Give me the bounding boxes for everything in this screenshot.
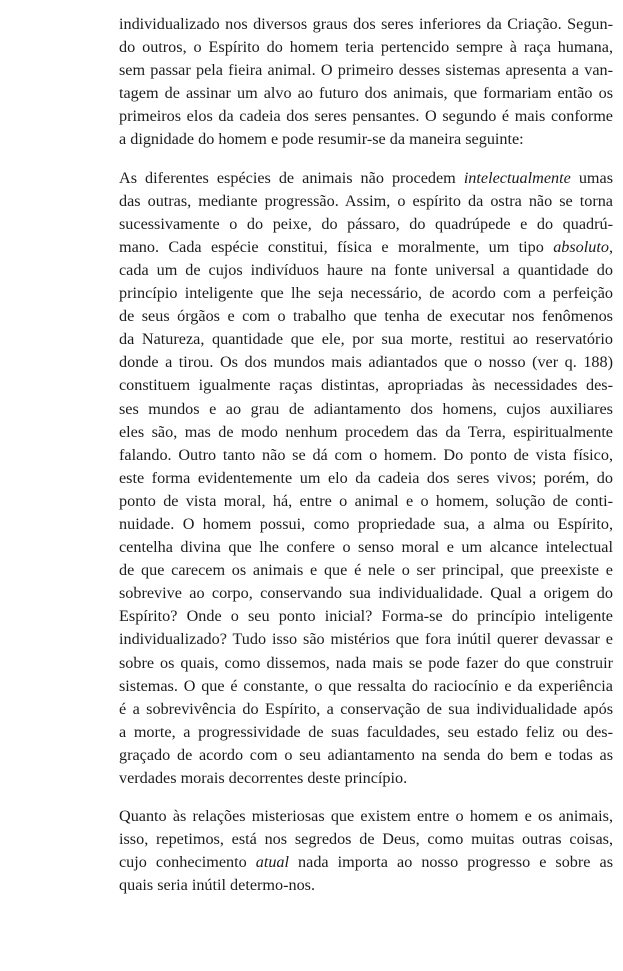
- text-line: [119, 744, 613, 767]
- text-run: de que carecem os animais e que é nele o ser principal, que preexiste e: [119, 561, 613, 580]
- text-run: individualizado nos diversos graus dos seres inferiores da Criação. Segun-: [119, 15, 613, 33]
- text-line: [119, 605, 613, 628]
- text-run: tagem de assinar um alvo ao futuro dos animais, que formariam então os: [119, 84, 613, 103]
- text-line: [119, 698, 613, 721]
- book-page: [119, 13, 613, 897]
- text-run: cada um de cujos indivíduos haure na fonte universal a quantidade do: [119, 260, 613, 279]
- text-line: [119, 444, 613, 467]
- text-run: Espírito? Onde o seu ponto inicial? Forma-se do princípio inteligente: [119, 607, 613, 626]
- text-run: constituem igualmente raças distintas, apropriadas às necessidades des-: [119, 376, 613, 395]
- text-run: das outras, mediante progressão. Assim, o espírito da ostra não se torna: [119, 191, 613, 210]
- text-line: [119, 36, 613, 59]
- text-line: [119, 213, 613, 236]
- text-line: [119, 582, 613, 605]
- text-line: [119, 490, 613, 513]
- text-line: [119, 305, 613, 328]
- text-line: [119, 721, 613, 744]
- text-line: [119, 398, 613, 421]
- text-run: do outros, o Espírito do homem teria pertencido sempre à raça humana,: [119, 38, 613, 57]
- text-line: [119, 82, 613, 105]
- text-run: ,: [608, 237, 613, 256]
- text-run: cujo conhecimento: [119, 853, 256, 872]
- text-run: As diferentes espécies de animais não procedem: [119, 168, 464, 187]
- text-line: [119, 467, 613, 490]
- text-run: nada importa ao nosso progresso e sobre as: [289, 853, 613, 872]
- text-run: isso, repetimos, está nos segredos de Deus, como muitas outras coisas,: [119, 830, 613, 849]
- text-line: [119, 105, 613, 128]
- text-line: [119, 421, 613, 444]
- text-run: falando. Outro tanto não se dá com o homem. Do ponto de vista físico,: [119, 445, 613, 464]
- paragraph: [119, 13, 613, 152]
- text-line: [119, 59, 613, 82]
- text-line: [119, 767, 613, 790]
- text-run: este forma evidentemente um elo da cadeia dos seres vivos; porém, do: [119, 468, 613, 487]
- text-run: quais seria inútil determo-nos.: [119, 876, 316, 895]
- text-run: Quanto às relações misteriosas que existem entre o homem e os animais,: [119, 807, 613, 826]
- text-run: nuidade. O homem possui, como propriedade sua, a alma ou Espírito,: [119, 514, 613, 533]
- text-line: [119, 351, 613, 374]
- text-run: centelha divina que lhe confere o senso moral e um alcance intelectual: [119, 538, 613, 557]
- text-run: eles são, mas de modo nenhum procedem das da Terra, espiritualmente: [119, 422, 613, 441]
- text-line: [119, 128, 613, 151]
- text-line: [119, 259, 613, 282]
- text-run: umas: [570, 168, 614, 187]
- text-run: a dignidade do homem e pode resumir-se da maneira seguinte:: [119, 130, 524, 149]
- text-run: ponto de vista moral, há, entre o animal e o homem, solução de conti-: [119, 491, 613, 510]
- text-line: [119, 513, 613, 536]
- text-run: primeiros elos da cadeia dos seres pensantes. O segundo é mais conforme: [119, 107, 613, 126]
- text-line: [119, 874, 613, 897]
- italic-word: atual: [255, 853, 290, 872]
- text-run: graçado de acordo com o seu adiantamento na senda do bem e todas as: [119, 745, 613, 764]
- paragraph: [119, 167, 613, 791]
- text-line: [119, 328, 613, 351]
- italic-word: intelectualmente: [463, 168, 571, 187]
- text-line: [119, 167, 613, 190]
- text-run: sistemas. O que é constante, o que ressalta do raciocínio e da experiência: [119, 676, 613, 695]
- text-run: a morte, a progressividade de suas faculdades, seu estado feliz ou des-: [119, 722, 613, 741]
- text-line: [119, 559, 613, 582]
- text-line: [119, 851, 613, 874]
- text-run: da Natureza, quantidade que ele, por sua morte, restitui ao reservatório: [119, 330, 613, 349]
- text-run: donde a tirou. Os dos mundos mais adiantados que o nosso (ver q. 188): [119, 353, 613, 372]
- text-line: [119, 190, 613, 213]
- text-run: verdades morais decorrentes deste princípio.: [119, 769, 408, 787]
- text-run: princípio inteligente que lhe seja necessário, de acordo com a perfeição: [119, 284, 613, 303]
- text-line: [119, 236, 613, 259]
- text-line: [119, 628, 613, 651]
- text-line: [119, 828, 613, 851]
- text-line: [119, 536, 613, 559]
- text-run: mano. Cada espécie constitui, física e moralmente, um tipo: [119, 237, 554, 256]
- text-line: [119, 652, 613, 675]
- paragraph: [119, 805, 613, 897]
- text-run: ses mundos e ao grau de adiantamento dos homens, cujos auxiliares: [119, 399, 613, 418]
- text-run: sobrevive ao corpo, conservando sua individualidade. Qual a origem do: [119, 584, 613, 603]
- text-line: [119, 374, 613, 397]
- text-line: [119, 675, 613, 698]
- italic-word: absoluto: [553, 237, 609, 256]
- text-run: sem passar pela fieira animal. O primeiro desses sistemas apresenta a van-: [119, 61, 613, 80]
- text-run: de seus órgãos e com o trabalho que tenha de executar nos fenômenos: [119, 307, 613, 326]
- text-run: é a sobrevivência do Espírito, a conservação de sua individualidade após: [119, 699, 613, 718]
- text-line: [119, 805, 613, 828]
- text-line: [119, 282, 613, 305]
- text-run: sucessivamente o do peixe, do pássaro, do quadrúpede e do quadrú-: [119, 214, 613, 233]
- text-run: sobre os quais, como dissemos, nada mais se pode fazer do que construir: [119, 653, 613, 672]
- text-run: individualizado? Tudo isso são mistérios que fora inútil querer devassar e: [119, 630, 613, 649]
- text-line: [119, 13, 613, 36]
